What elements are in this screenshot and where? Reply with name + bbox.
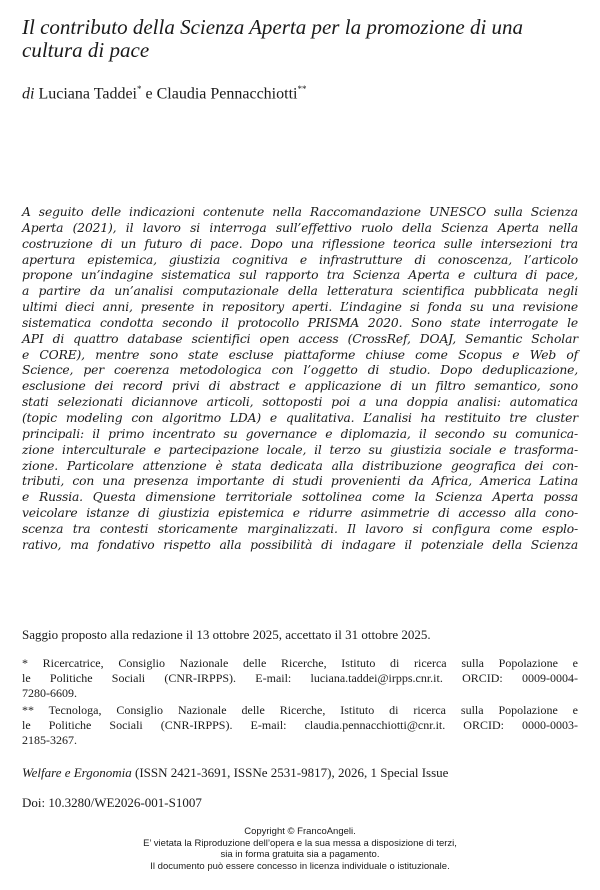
author-2-name: Claudia Pennacchiotti (156, 85, 298, 103)
article-title: Il contributo della Scienza Aperta per la promozione di una cultura di pace (22, 15, 524, 62)
author-2-mark: ** (297, 84, 307, 94)
author-1-mark: * (137, 84, 142, 94)
journal-citation (22, 765, 578, 781)
abstract-line: zione interculturale e partecipazione locale, il terzo su giustizia sociale e trasforma- (22, 442, 578, 457)
copyright-line: E’ vietata la Riproduzione dell’opera e la sua messa a disposizione di terzi, (143, 837, 457, 849)
abstract-line: costruzione di un futuro di pace. Dopo una riflessione teorica sulle intersezioni tra (22, 236, 578, 251)
abstract-line: (topic modeling con algoritmo LDA) e qualitativa. L’analisi ha restituito tre cluster (22, 410, 578, 425)
copyright-line: Il documento può essere concesso in licenza individuale o istituzionale. (150, 860, 450, 872)
copyright-line: sia in forma gratuita sia a pagamento. (220, 849, 380, 860)
abstract-line: Aperta (2021), il lavoro si interroga sull’effettivo ruolo della Scienza Aperta nella (22, 220, 578, 235)
abstract-line: Science, per coerenza metodologica con l’oggetto di studio. Dopo deduplicazione, (22, 363, 578, 378)
footnote-author-1 (22, 656, 578, 701)
footnote-author-2 (22, 703, 578, 748)
author-1-name: Luciana Taddei (38, 85, 137, 103)
abstract-line: ultimi dieci anni, presente in repository aperti. L’indagine si fonda su una revisione (22, 300, 578, 315)
author-prefix: di (22, 85, 35, 103)
footnote-2-line: 2185-3267. (22, 733, 77, 747)
footnote-1-line: * Ricercatrice, Consiglio Nazionale delle Ricerche, Istituto di ricerca sulla Popolazione e (22, 656, 578, 670)
abstract (22, 205, 578, 554)
copyright-notice (0, 826, 600, 872)
abstract-line: esclusione dei record privi di abstract e applicazione di un filtro semantico, sono (22, 379, 578, 394)
journal-details: (ISSN 2421-3691, ISSNe 2531-9817), 2026, 1 Special Issue (131, 765, 449, 780)
abstract-line: zione. Particolare attenzione è stata dedicata alla distribuzione geografica dei con- (22, 458, 578, 473)
footnote-1-line: 7280-6609. (22, 686, 77, 700)
abstract-line: propone un’indagine sistematica sul rapporto tra Scienza Aperta e cultura di pace, (22, 268, 578, 283)
abstract-line: apertura epistemica, giustizia cognitiva e infrastrutture di conoscenza, l’articolo (22, 252, 578, 267)
author-line (22, 79, 582, 104)
abstract-line: stati selezionati diciannove articoli, sottoposti poi a una doppia analisi: automatica (22, 395, 578, 410)
submission-note: Saggio proposto alla redazione il 13 ottobre 2025, accettato il 31 ottobre 2025. (22, 627, 431, 642)
abstract-line: principali: il primo incentrato su governance e diplomazia, il secondo su comunica- (22, 426, 578, 441)
doi-line: Doi: 10.3280/WE2026-001-S1007 (22, 795, 202, 810)
author-conjunction: e (145, 85, 153, 103)
journal-name: Welfare e Ergonomia (22, 765, 132, 780)
footnote-2-line: ** Tecnologa, Consiglio Nazionale delle Ricerche, Istituto di ricerca sulla Popolazione e (22, 703, 578, 717)
copyright-line: Copyright © FrancoAngeli. (244, 826, 356, 837)
abstract-line: scenza tra contesti storicamente marginalizzati. Il lavoro si configura come esplo- (22, 521, 578, 536)
abstract-line: API di quattro database scientifici open access (CrossRef, DOAJ, Semantic Scholar (22, 331, 578, 346)
abstract-line: tributi, con una presenza importante di studi provenienti da Africa, America Latina (22, 474, 578, 489)
abstract-line: A seguito delle indicazioni contenute nella Raccomandazione UNESCO sulla Scienza (22, 205, 578, 219)
abstract-line: sistematica condotta secondo il protocollo PRISMA 2020. Sono state interrogate le (22, 315, 578, 330)
abstract-line: a partire da un’analisi computazionale della letteratura scientifica pubblicata negli (22, 284, 578, 299)
abstract-line: e CORE), mentre sono state escluse piattaforme chiuse come Scopus e Web of (22, 347, 578, 362)
footnote-1-line: le Politiche Sociali (CNR-IRPPS). E-mail: luciana.taddei@irpps.cnr.it. ORCID: 0009-0004- (22, 671, 578, 685)
abstract-line: e Russia. Questa dimensione territoriale sottolinea come la Scienza Aperta possa (22, 490, 578, 505)
footnote-2-line: le Politiche Sociali (CNR-IRPPS). E-mail: claudia.pennacchiotti@cnr.it. ORCID: 0000-0003- (22, 718, 578, 732)
abstract-line: rativo, ma fondativo rispetto alla possibilità di indagare il potenziale della Scienza (22, 537, 578, 552)
abstract-line: veicolare istanze di giustizia epistemica e ridurre asimmetrie di accesso alla cono- (22, 506, 578, 521)
